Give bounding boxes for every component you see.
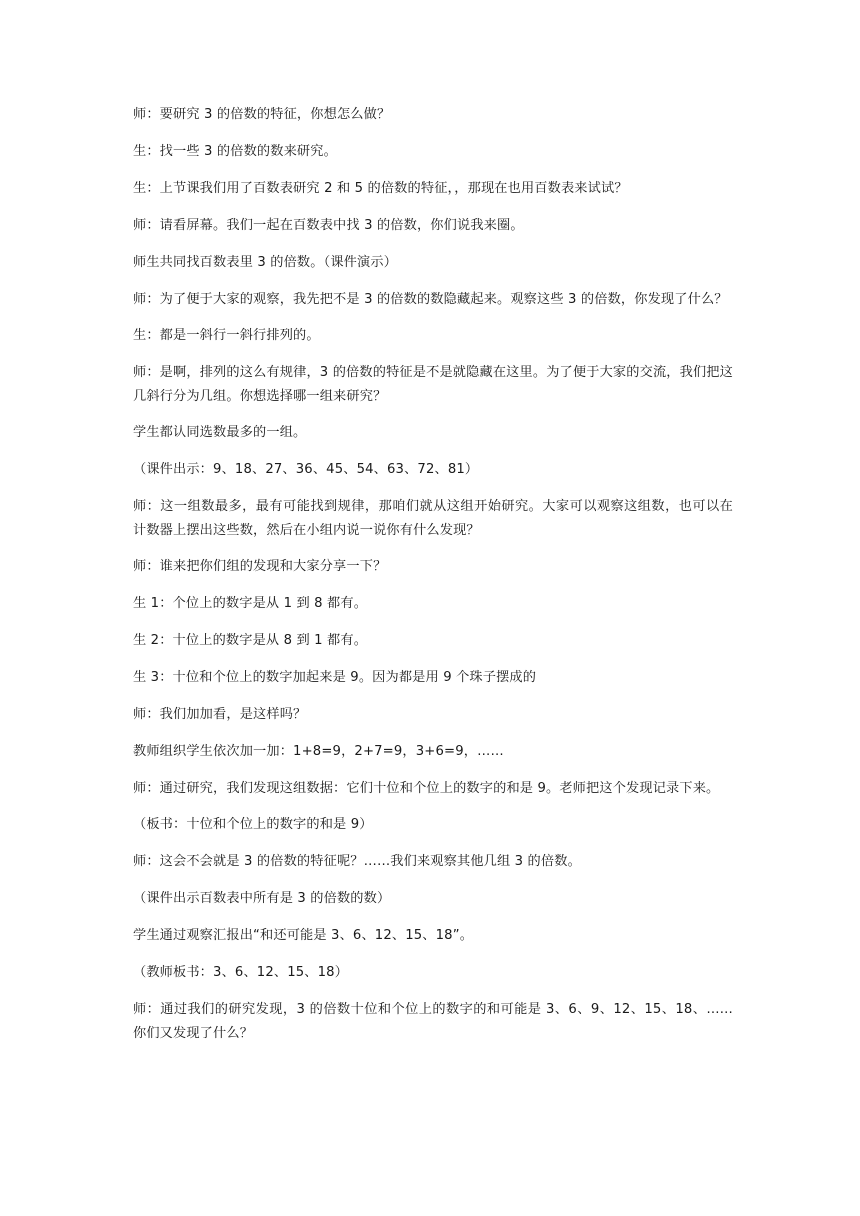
paragraph-13: 生 1：个位上的数字是从 1 到 8 都有。: [133, 596, 368, 611]
paragraph-6: 师：为了便于大家的观察，我先把不是 3 的倍数的数隐藏起来。观察这些 3 的倍数，你发现了什么？: [133, 292, 728, 307]
paragraph-23: （教师板书：3、6、12、15、18）: [133, 965, 349, 980]
paragraph-22: 学生通过观察汇报出“和还可能是 3、6、12、15、18”。: [133, 928, 474, 943]
paragraph-5: 师生共同找百数表里 3 的倍数。（课件演示）: [133, 255, 398, 270]
paragraph-2: 生：找一些 3 的倍数的数来研究。: [133, 144, 337, 159]
paragraph-10: （课件出示：9、18、27、36、45、54、63、72、81）: [133, 462, 479, 477]
paragraph-21: （课件出示百数表中所有是 3 的倍数的数）: [133, 891, 391, 906]
paragraph-1: 师：要研究 3 的倍数的特征，你想怎么做？: [133, 107, 391, 122]
paragraph-7: 生：都是一斜行一斜行排列的。: [133, 328, 320, 343]
paragraph-8: 师：是啊，排列的这么有规律，3 的倍数的特征是不是就隐藏在这里。为了便于大家的交流，我们把这几斜行分为几组。你想选择哪一组来研究？: [133, 365, 733, 404]
paragraph-16: 师：我们加加看，是这样吗？: [133, 707, 307, 722]
paragraph-12: 师：谁来把你们组的发现和大家分享一下？: [133, 559, 387, 574]
paragraph-3: 生：上节课我们用了百数表研究 2 和 5 的倍数的特征，，那现在也用百数表来试试？: [133, 181, 628, 196]
paragraph-11: 师：这一组数最多，最有可能找到规律，那咱们就从这组开始研究。大家可以观察这组数，也可以在计数器上摆出这些数，然后在小组内说一说你有什么发现？: [133, 499, 733, 538]
paragraph-15: 生 3：十位和个位上的数字加起来是 9。因为都是用 9 个珠子摆成的: [133, 670, 537, 685]
paragraph-20: 师：这会不会就是 3 的倍数的特征呢？……我们来观察其他几组 3 的倍数。: [133, 854, 581, 869]
document-body: [133, 103, 733, 1058]
paragraph-24: 师：通过我们的研究发现，3 的倍数十位和个位上的数字的和可能是 3、6、9、12、15、18、……你们又发现了什么？: [133, 1002, 733, 1041]
paragraph-4: 师：请看屏幕。我们一起在百数表中找 3 的倍数，你们说我来圈。: [133, 218, 524, 233]
paragraph-14: 生 2：十位上的数字是从 8 到 1 都有。: [133, 633, 368, 648]
paragraph-19: （板书：十位和个位上的数字的和是 9）: [133, 817, 373, 832]
paragraph-9: 学生都认同选数最多的一组。: [133, 425, 307, 440]
paragraph-18: 师：通过研究，我们发现这组数据：它们十位和个位上的数字的和是 9。老师把这个发现记录下来。: [133, 781, 720, 796]
paragraph-17: 教师组织学生依次加一加：1+8=9，2+7=9，3+6=9，……: [133, 744, 504, 759]
